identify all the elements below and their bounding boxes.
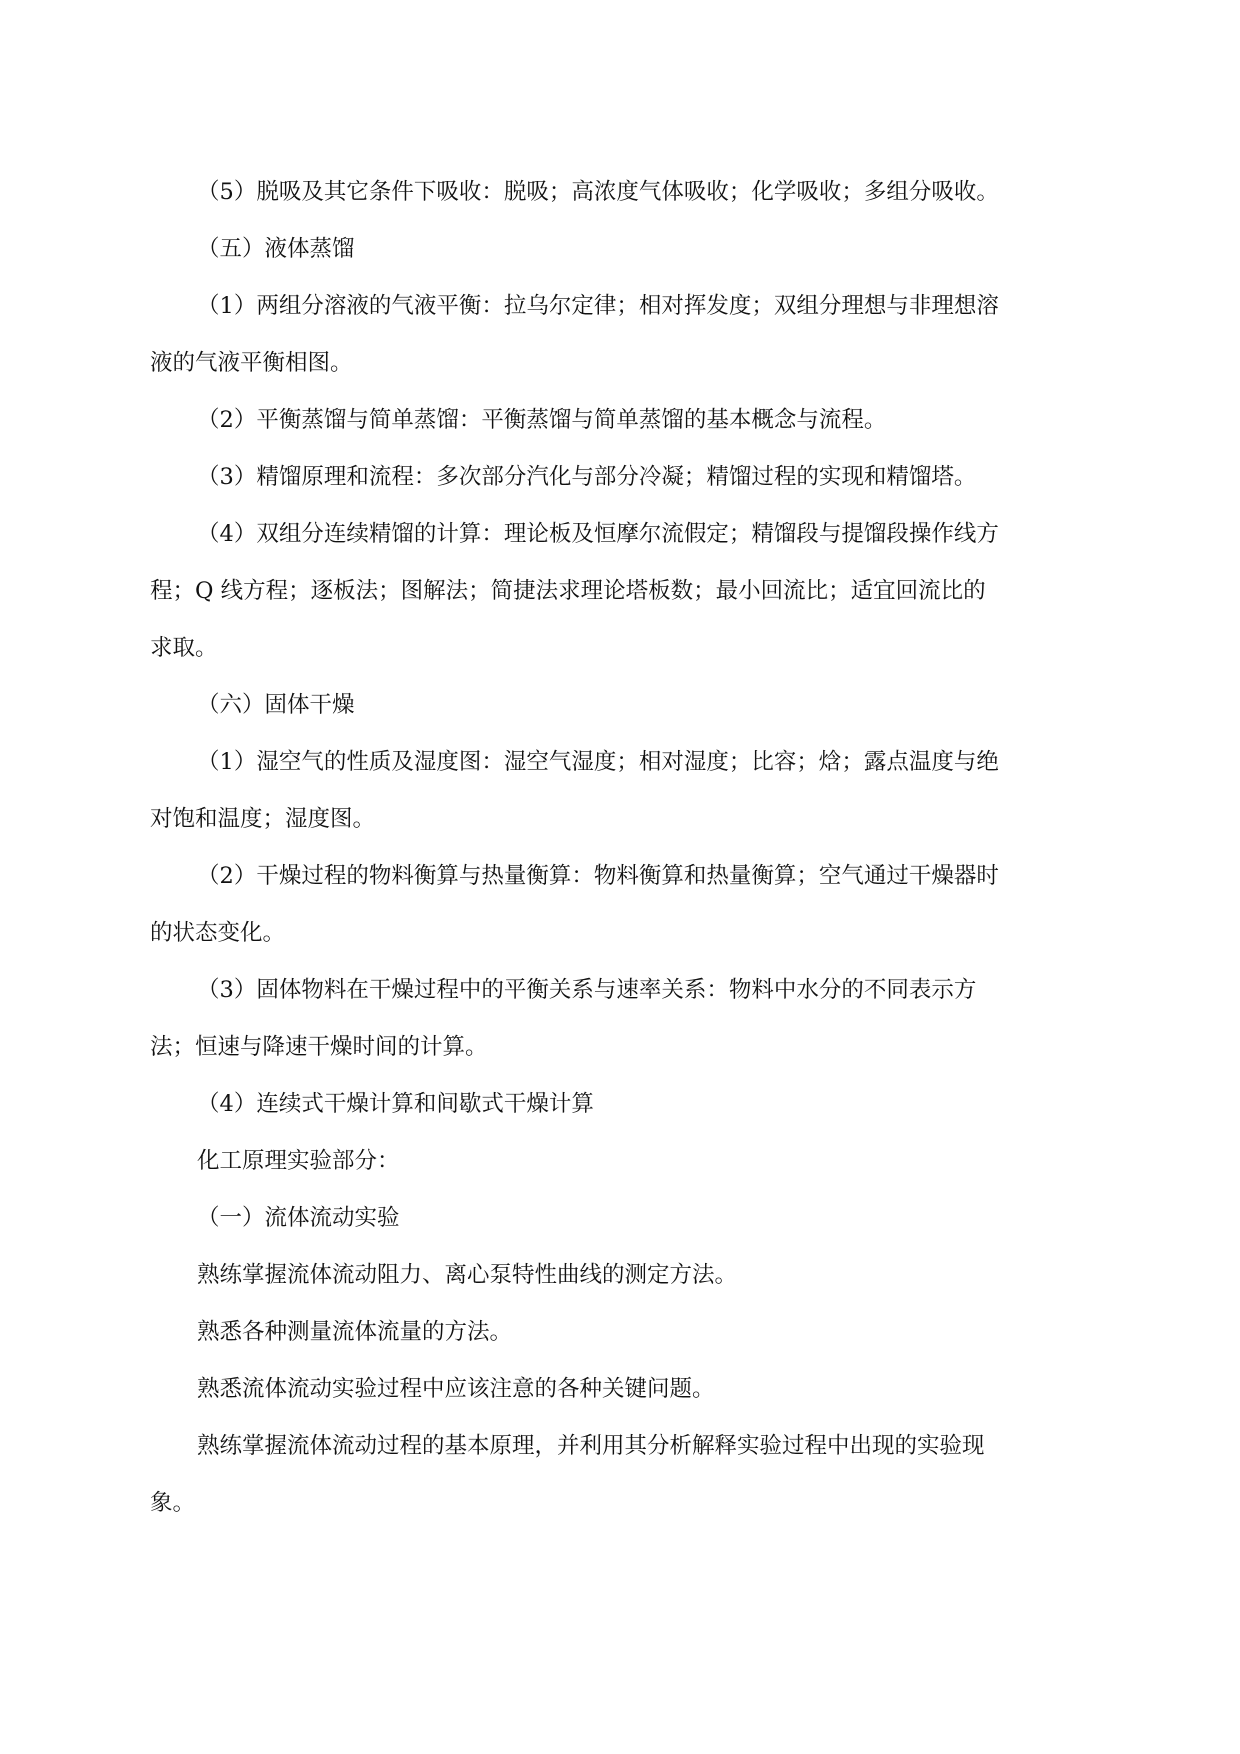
paragraph-drying-rate (150, 962, 1092, 1076)
paragraph-desorption (150, 164, 1092, 221)
text-line: （2）干燥过程的物料衡算与热量衡算：物料衡算和热量衡算；空气通过干燥器时 (197, 863, 999, 889)
paragraph-flow-resistance (150, 1247, 1092, 1304)
text-line: （4）连续式干燥计算和间歇式干燥计算 (197, 1091, 594, 1117)
text-line: 法；恒速与降速干燥时间的计算。 (150, 1034, 488, 1060)
section-heading-drying (150, 677, 1092, 734)
text-line: （3）精馏原理和流程：多次部分汽化与部分冷凝；精馏过程的实现和精馏塔。 (197, 464, 977, 490)
text-line: （2）平衡蒸馏与简单蒸馏：平衡蒸馏与简单蒸馏的基本概念与流程。 (197, 407, 887, 433)
section-heading-fluid-flow-experiment (150, 1190, 1092, 1247)
paragraph-vapor-liquid-equilibrium (150, 278, 1092, 392)
text-line: 熟悉各种测量流体流量的方法。 (197, 1319, 513, 1345)
text-line: 程；Q 线方程；逐板法；图解法；简捷法求理论塔板数；最小回流比；适宜回流比的 (150, 578, 986, 604)
text-line: （4）双组分连续精馏的计算：理论板及恒摩尔流假定；精馏段与提馏段操作线方 (197, 521, 999, 547)
text-line: （1）两组分溶液的气液平衡：拉乌尔定律；相对挥发度；双组分理想与非理想溶 (197, 293, 999, 319)
paragraph-flash-distillation (150, 392, 1092, 449)
section-heading-distillation (150, 221, 1092, 278)
text-line: 熟练掌握流体流动阻力、离心泵特性曲线的测定方法。 (197, 1262, 738, 1288)
paragraph-drying-calculation (150, 1076, 1092, 1133)
text-line: （六）固体干燥 (197, 692, 355, 718)
document-body (150, 164, 1092, 1532)
paragraph-flow-measurement (150, 1304, 1092, 1361)
text-line: （五）液体蒸馏 (197, 236, 355, 262)
text-line: 液的气液平衡相图。 (150, 350, 353, 376)
text-line: （5）脱吸及其它条件下吸收：脱吸；高浓度气体吸收；化学吸收；多组分吸收。 (197, 179, 999, 205)
text-line: （3）固体物料在干燥过程中的平衡关系与速率关系：物料中水分的不同表示方 (197, 977, 977, 1003)
text-line: 求取。 (150, 635, 218, 661)
text-line: 对饱和温度；湿度图。 (150, 806, 376, 832)
text-line: （1）湿空气的性质及湿度图：湿空气湿度；相对湿度；比容；焓；露点温度与绝 (197, 749, 999, 775)
paragraph-humid-air (150, 734, 1092, 848)
section-heading-experiment (150, 1133, 1092, 1190)
paragraph-basic-principles (150, 1418, 1092, 1532)
paragraph-rectification-principle (150, 449, 1092, 506)
text-line: （一）流体流动实验 (197, 1205, 400, 1231)
text-line: 象。 (150, 1490, 196, 1516)
paragraph-drying-balance (150, 848, 1092, 962)
text-line: 化工原理实验部分： (197, 1148, 400, 1174)
text-line: 熟悉流体流动实验过程中应该注意的各种关键问题。 (197, 1376, 715, 1402)
paragraph-key-issues (150, 1361, 1092, 1418)
paragraph-continuous-rectification (150, 506, 1092, 677)
text-line: 熟练掌握流体流动过程的基本原理，并利用其分析解释实验过程中出现的实验现 (197, 1433, 985, 1459)
text-line: 的状态变化。 (150, 920, 286, 946)
